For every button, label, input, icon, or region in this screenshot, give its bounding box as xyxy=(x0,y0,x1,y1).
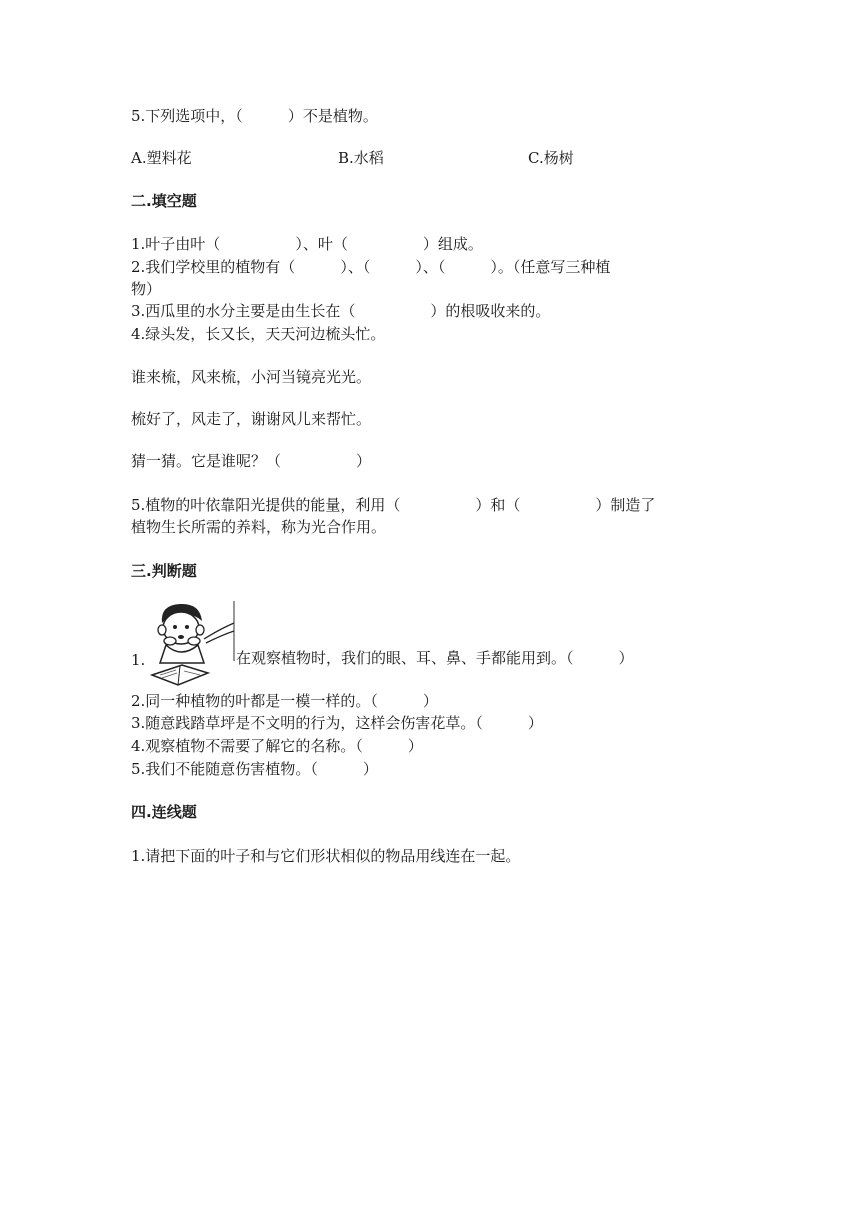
fill-item-4-guess: 猜一猜。它是谁呢？（ ） xyxy=(131,452,372,470)
fill-item-2: 2.我们学校里的植物有（ ）、（ ）、（ ）。（任意写三种植 xyxy=(131,258,611,276)
option-a: A.塑料花 xyxy=(131,149,192,167)
section-2-title: 二.填空题 xyxy=(131,192,197,210)
fill-item-4-riddle-line-2: 谁来梳，风来梳，小河当镜亮光光。 xyxy=(131,368,372,386)
judge-item-5: 5.我们不能随意伤害植物。（ ） xyxy=(131,760,378,778)
fill-item-5: 5.植物的叶依靠阳光提供的能量，利用（ ）和（ ）制造了 xyxy=(131,496,656,514)
fill-item-2-continued: 物） xyxy=(131,280,162,298)
judge-item-1-number: 1. xyxy=(131,651,146,669)
judge-item-1: 在观察植物时，我们的眼、耳、鼻、手都能用到。（ ） xyxy=(236,649,634,667)
fill-item-1: 1.叶子由叶（ ）、叶（ ）组成。 xyxy=(131,235,483,253)
section-4-title: 四.连线题 xyxy=(131,803,197,821)
boy-observing-illustration xyxy=(148,601,236,687)
option-b: B.水稻 xyxy=(338,149,384,167)
fill-item-4-riddle-line-3: 梳好了，风走了，谢谢风儿来帮忙。 xyxy=(131,410,372,428)
fill-item-5-continued: 植物生长所需的养料，称为光合作用。 xyxy=(131,518,387,536)
judge-item-3: 3.随意践踏草坪是不文明的行为，这样会伤害花草。（ ） xyxy=(131,714,543,732)
question-5-stem: 5.下列选项中，（ ）不是植物。 xyxy=(131,107,378,125)
matching-item-1: 1.请把下面的叶子和与它们形状相似的物品用线连在一起。 xyxy=(131,847,521,865)
fill-item-4-riddle-line-1: 4.绿头发，长又长，天天河边梳头忙。 xyxy=(131,325,386,343)
section-3-title: 三.判断题 xyxy=(131,562,197,580)
option-c: C.杨树 xyxy=(528,149,574,167)
judge-item-2: 2.同一种植物的叶都是一模一样的。（ ） xyxy=(131,692,438,710)
judge-item-4: 4.观察植物不需要了解它的名称。（ ） xyxy=(131,737,423,755)
fill-item-3: 3.西瓜里的水分主要是由生长在（ ）的根吸收来的。 xyxy=(131,302,551,320)
